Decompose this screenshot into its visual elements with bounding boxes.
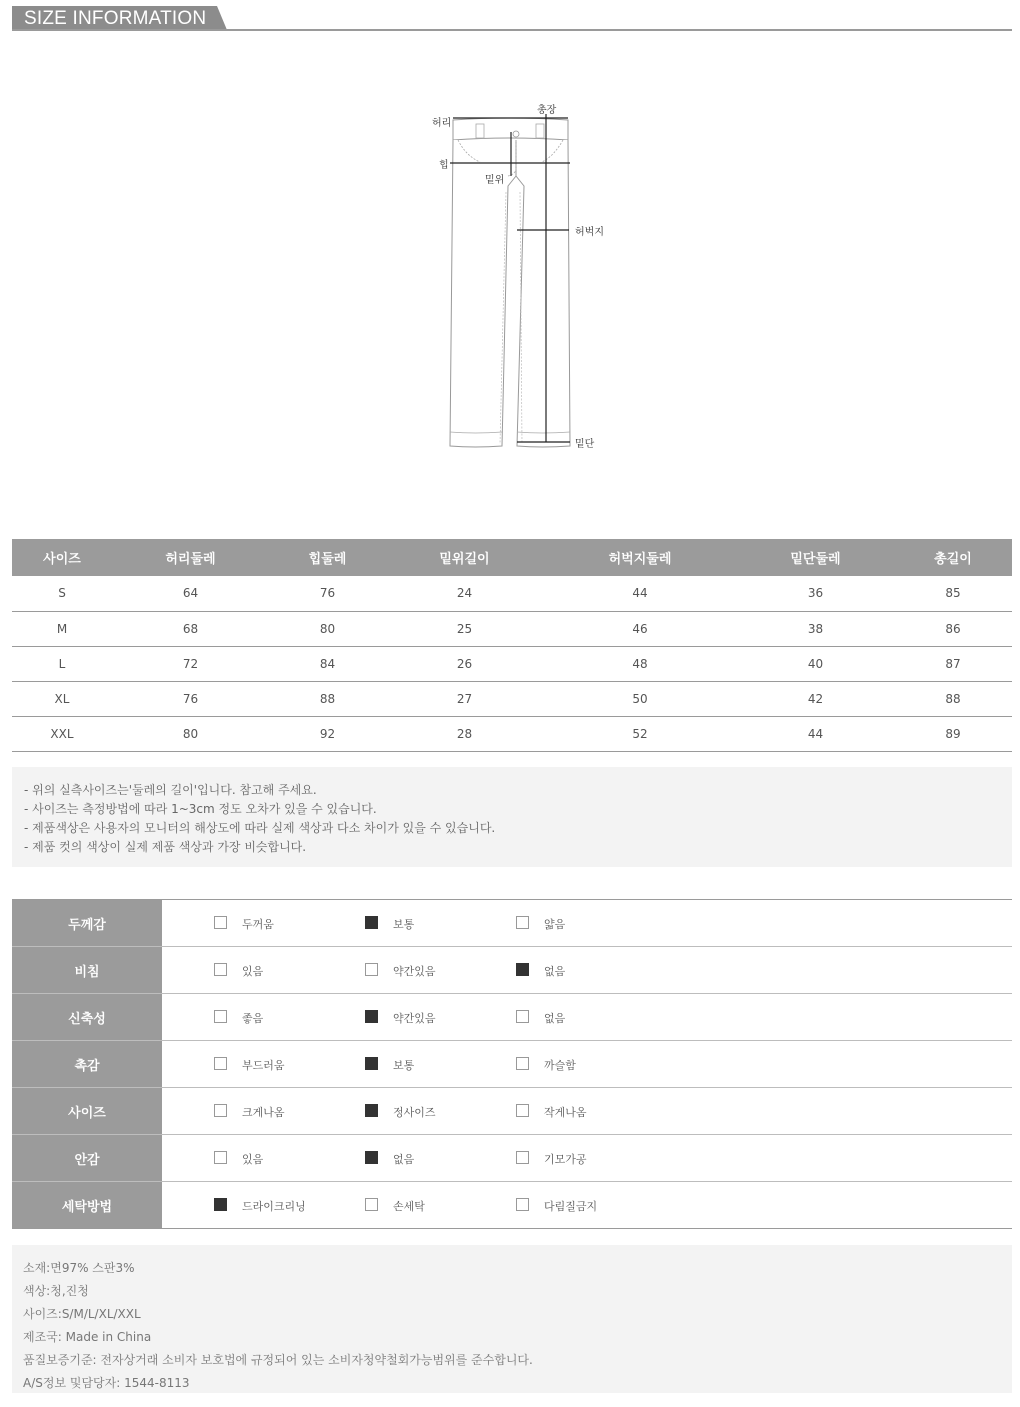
header-hem: 밑단둘레	[737, 539, 894, 576]
size-table	[12, 539, 1012, 752]
table-cell: 38	[737, 611, 894, 646]
table-cell: 88	[894, 681, 1012, 716]
table-cell: 80	[112, 716, 269, 751]
attribute-option-label: 없음	[393, 1153, 415, 1166]
attribute-label: 촉감	[12, 1041, 162, 1088]
info-material: 소재:면97% 스판3%	[23, 1261, 135, 1275]
table-row	[12, 611, 1012, 646]
attribute-option-label: 보통	[393, 1059, 415, 1072]
attribute-label: 비침	[12, 947, 162, 994]
table-cell: 44	[543, 576, 737, 611]
attribute-option-label: 까슬함	[544, 1059, 576, 1072]
checked-box-icon	[516, 963, 529, 976]
note-line: - 위의 실측사이즈는'둘레의 길이'입니다. 참고해 주세요.	[24, 783, 317, 797]
table-cell: 52	[543, 716, 737, 751]
table-cell: 87	[894, 646, 1012, 681]
unchecked-box-icon	[214, 963, 227, 976]
pants-illustration	[420, 96, 620, 476]
header-rise: 밑위길이	[386, 539, 543, 576]
attribute-label: 사이즈	[12, 1088, 162, 1135]
attribute-label: 신축성	[12, 994, 162, 1041]
attribute-option	[464, 1088, 1012, 1135]
attribute-option	[162, 1182, 313, 1229]
table-cell: 40	[737, 646, 894, 681]
table-cell: 85	[894, 576, 1012, 611]
attribute-option-label: 없음	[544, 1012, 566, 1025]
table-cell: 80	[269, 611, 386, 646]
table-row	[12, 681, 1012, 716]
attribute-row	[12, 1041, 1012, 1088]
size-notes-panel	[12, 767, 1012, 867]
unchecked-box-icon	[214, 1104, 227, 1117]
unchecked-box-icon	[214, 916, 227, 929]
checked-box-icon	[365, 1057, 378, 1070]
header-hip: 힙둘레	[269, 539, 386, 576]
attribute-option	[464, 1182, 1012, 1229]
label-hip: 힙	[439, 160, 449, 171]
attribute-option-label: 손세탁	[393, 1200, 425, 1213]
checked-box-icon	[214, 1198, 227, 1211]
attribute-option	[313, 947, 464, 994]
table-cell: 86	[894, 611, 1012, 646]
unchecked-box-icon	[516, 1010, 529, 1023]
attribute-option	[162, 900, 313, 947]
attribute-option-label: 작게나옴	[544, 1106, 587, 1119]
label-rise: 밑위	[485, 175, 505, 186]
attribute-option	[162, 994, 313, 1041]
attribute-row	[12, 1088, 1012, 1135]
unchecked-box-icon	[516, 1151, 529, 1164]
unchecked-box-icon	[516, 1104, 529, 1117]
unchecked-box-icon	[214, 1010, 227, 1023]
attribute-option-label: 없음	[544, 965, 566, 978]
table-cell: M	[12, 611, 112, 646]
attribute-option-label: 두꺼움	[242, 918, 274, 931]
attribute-option	[162, 1135, 313, 1182]
table-cell: 48	[543, 646, 737, 681]
attribute-option	[464, 1135, 1012, 1182]
attribute-option-label: 기모가공	[544, 1153, 587, 1166]
table-cell: 76	[112, 681, 269, 716]
table-cell: 92	[269, 716, 386, 751]
info-origin: 제조국: Made in China	[23, 1330, 152, 1344]
header-size: 사이즈	[12, 539, 112, 576]
table-cell: 50	[543, 681, 737, 716]
attribute-label: 안감	[12, 1135, 162, 1182]
table-cell: L	[12, 646, 112, 681]
attribute-option	[313, 900, 464, 947]
label-hem: 밑단	[575, 439, 595, 450]
pants-measurement-diagram	[420, 96, 620, 476]
info-sizes: 사이즈:S/M/L/XL/XXL	[23, 1307, 141, 1321]
attribute-option	[464, 900, 1012, 947]
attribute-option	[313, 1182, 464, 1229]
table-cell: 68	[112, 611, 269, 646]
table-cell: 89	[894, 716, 1012, 751]
table-cell: 46	[543, 611, 737, 646]
attribute-option-label: 크게나옴	[242, 1106, 285, 1119]
table-cell: XL	[12, 681, 112, 716]
table-cell: 42	[737, 681, 894, 716]
attribute-option-label: 좋음	[242, 1012, 264, 1025]
attribute-option-label: 보통	[393, 918, 415, 931]
note-line: - 사이즈는 측정방법에 따라 1~3cm 정도 오차가 있을 수 있습니다.	[24, 802, 377, 816]
checked-box-icon	[365, 916, 378, 929]
attribute-option-label: 약간있음	[393, 1012, 436, 1025]
product-info-panel	[12, 1245, 1012, 1393]
table-cell: 84	[269, 646, 386, 681]
note-line: - 제품 컷의 색상이 실제 제품 색상과 가장 비슷합니다.	[24, 840, 307, 854]
table-cell: 76	[269, 576, 386, 611]
table-cell: 64	[112, 576, 269, 611]
unchecked-box-icon	[365, 963, 378, 976]
attribute-row	[12, 947, 1012, 994]
attribute-option	[464, 947, 1012, 994]
attribute-option-label: 있음	[242, 965, 264, 978]
attribute-option-label: 약간있음	[393, 965, 436, 978]
header-thigh: 허벅지둘레	[543, 539, 737, 576]
unchecked-box-icon	[516, 1198, 529, 1211]
attribute-label: 세탁방법	[12, 1182, 162, 1229]
attribute-row	[12, 1182, 1012, 1229]
info-quality-guarantee: 품질보증기준: 전자상거래 소비자 보호법에 규정되어 있는 소비자청약철회가능범위를 준수합니다.	[23, 1353, 533, 1367]
attribute-option-label: 부드러움	[242, 1059, 285, 1072]
attribute-option	[313, 994, 464, 1041]
info-color: 색상:청,진청	[23, 1284, 89, 1298]
attribute-option	[162, 1088, 313, 1135]
table-row	[12, 646, 1012, 681]
label-total-length: 총장	[537, 105, 557, 116]
attribute-row	[12, 1135, 1012, 1182]
checked-box-icon	[365, 1010, 378, 1023]
table-cell: S	[12, 576, 112, 611]
product-attributes-table	[12, 899, 1012, 1229]
attribute-row	[12, 900, 1012, 947]
unchecked-box-icon	[365, 1198, 378, 1211]
table-cell: 24	[386, 576, 543, 611]
attribute-option-label: 드라이크리닝	[242, 1200, 306, 1213]
attribute-label: 두께감	[12, 900, 162, 947]
header-divider	[12, 29, 1012, 31]
table-cell: 72	[112, 646, 269, 681]
unchecked-box-icon	[214, 1057, 227, 1070]
table-cell: 25	[386, 611, 543, 646]
attribute-option	[313, 1088, 464, 1135]
table-cell: XXL	[12, 716, 112, 751]
attribute-option	[313, 1135, 464, 1182]
header-waist: 허리둘레	[112, 539, 269, 576]
header-total-length: 총길이	[894, 539, 1012, 576]
attribute-option-label: 정사이즈	[393, 1106, 436, 1119]
table-cell: 88	[269, 681, 386, 716]
attribute-option	[162, 947, 313, 994]
table-row	[12, 576, 1012, 611]
attribute-option	[464, 1041, 1012, 1088]
checked-box-icon	[365, 1151, 378, 1164]
section-header	[12, 6, 1012, 32]
attribute-option	[162, 1041, 313, 1088]
checked-box-icon	[365, 1104, 378, 1117]
unchecked-box-icon	[214, 1151, 227, 1164]
size-table-header-row	[12, 539, 1012, 576]
note-line: - 제품색상은 사용자의 모니터의 해상도에 따라 실제 색상과 다소 차이가 있을 수 있습니다.	[24, 821, 496, 835]
table-cell: 26	[386, 646, 543, 681]
attribute-option-label: 다림질금지	[544, 1200, 598, 1213]
table-cell: 27	[386, 681, 543, 716]
section-title: SIZE INFORMATION	[24, 8, 207, 29]
unchecked-box-icon	[516, 916, 529, 929]
info-as-contact: A/S정보 및담당자: 1544-8113	[23, 1376, 190, 1390]
attribute-option-label: 있음	[242, 1153, 264, 1166]
unchecked-box-icon	[516, 1057, 529, 1070]
table-cell: 44	[737, 716, 894, 751]
label-waist: 허리	[432, 118, 452, 129]
table-cell: 36	[737, 576, 894, 611]
attribute-option	[464, 994, 1012, 1041]
table-row	[12, 716, 1012, 751]
label-thigh: 허벅지	[575, 227, 604, 238]
attribute-option-label: 얇음	[544, 918, 566, 931]
attribute-option	[313, 1041, 464, 1088]
attribute-row	[12, 994, 1012, 1041]
table-cell: 28	[386, 716, 543, 751]
